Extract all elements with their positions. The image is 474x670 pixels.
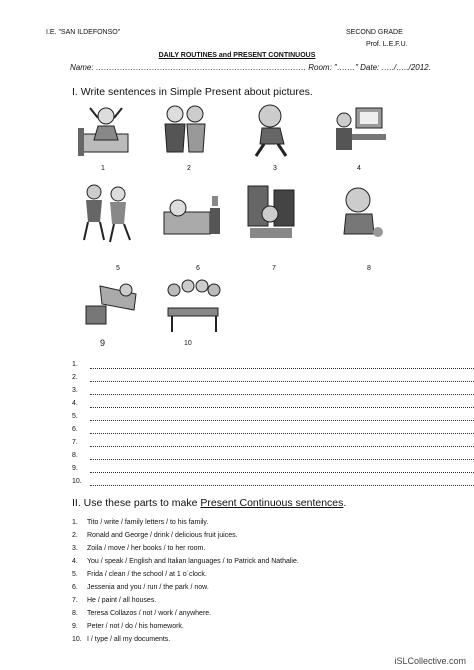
running-late-icon [246,100,298,160]
professor-label: Prof. L.E.F.U. [366,41,408,48]
picture-7-number: 7 [272,265,276,272]
picture-6-number: 6 [196,265,200,272]
picture-1 [76,98,134,160]
picture-8-number: 8 [367,265,371,272]
exercise-item-2: 2. Ronald and George / drink / delicious fruit juices. [72,532,238,539]
studying-books-icon [240,180,300,246]
exercise-item-8: 8. Teresa Collazos / not / work / anywhere. [72,610,212,617]
school-name: I.E. "SAN ILDEFONSO" [46,29,121,36]
picture-2-number: 2 [187,165,191,172]
shaving-icon [155,98,213,160]
picture-3 [246,100,298,160]
picture-2 [155,98,213,160]
grade-label: SECOND GRADE [346,29,403,36]
watching-tv-icon [80,276,142,334]
exercise-item-9: 9. Peter / not / do / his homework. [72,623,184,630]
eating-icon [334,180,390,242]
waking-up-bed-icon [76,98,134,160]
picture-1-number: 1 [101,165,105,172]
playing-kids-icon [78,180,138,246]
computer-work-icon [330,100,388,160]
exercise-item-5: 5. Frida / clean / the school / at 1 o´clock. [72,571,207,578]
picture-5-number: 5 [116,265,120,272]
picture-7 [240,180,300,246]
picture-9 [80,276,142,334]
worksheet-title: DAILY ROUTINES and PRESENT CONTINUOUS [158,52,316,59]
picture-4-number: 4 [357,165,361,172]
picture-5 [78,180,138,246]
picture-10 [162,276,222,338]
exercise-item-6: 6. Jessenia and you / run / the park / now. [72,584,209,591]
picture-8 [334,180,390,242]
picture-9-number: 9 [100,338,106,348]
sleeping-bed-icon [158,182,222,242]
section-2-heading: II. Use these parts to make Present Continuous sentences. [72,497,347,509]
exercise-item-4: 4. You / speak / English and Italian languages / to Patrick and Nathalie. [72,558,299,565]
islcollective-watermark: iSLCollective.com [394,656,466,666]
name-room-date-line: Name: ……………………………………………………………………. Room: "….…" Date: …../…../2012. [70,63,431,72]
exercise-item-3: 3. Zoila / move / her books / to her room. [72,545,206,552]
picture-6 [158,182,222,242]
family-dinner-icon [162,276,222,338]
picture-4 [330,100,388,160]
picture-10-number: 10 [184,340,192,347]
exercise-item-7: 7. He / paint / all houses. [72,597,157,604]
exercise-item-1: 1. Tito / write / family letters / to his family. [72,519,209,526]
picture-3-number: 3 [273,165,277,172]
exercise-item-10: 10. I / type / all my documents. [72,636,171,643]
section-1-heading: I. Write sentences in Simple Present about pictures. [72,86,313,98]
